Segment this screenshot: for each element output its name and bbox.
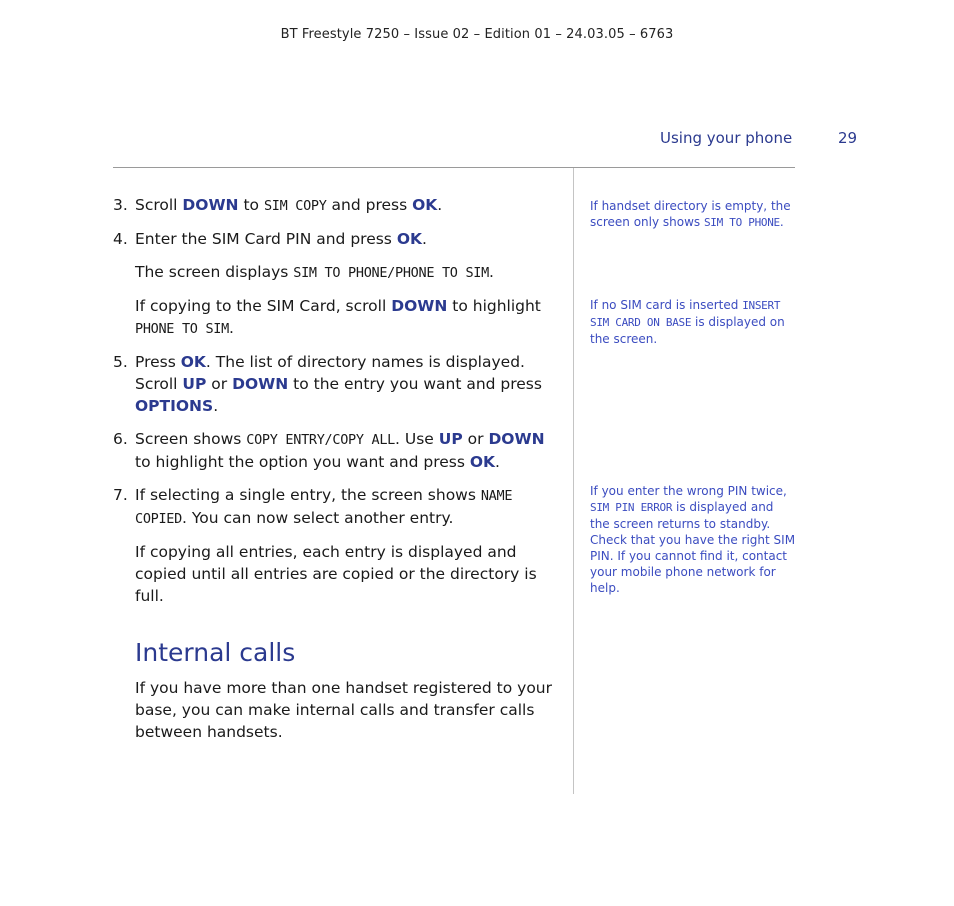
- screen-text: SIM PIN ERROR: [590, 501, 673, 514]
- document-info: BT Freestyle 7250 – Issue 02 – Edition 01 – 24.03.05 – 6763: [280, 27, 674, 42]
- step-text: .: [213, 397, 219, 415]
- step-4-sim-copy-detail: [113, 295, 563, 340]
- key-label: OK: [469, 453, 496, 471]
- step-text: .: [437, 196, 443, 214]
- step-4-detail: [113, 261, 563, 284]
- note-text: If you enter the wrong PIN twice,: [590, 484, 787, 498]
- header-divider: [113, 167, 795, 168]
- step-text: or: [462, 430, 489, 448]
- screen-text: NAME COPIED: [135, 488, 513, 527]
- key-label: UP: [182, 375, 207, 393]
- step-text: . You can now select another entry.: [181, 509, 454, 527]
- step-text: The screen displays: [135, 263, 294, 281]
- step-text: . Use: [395, 430, 439, 448]
- step-number: 4.: [113, 230, 128, 248]
- note-text: is displayed on the screen.: [590, 315, 785, 346]
- screen-text: COPY ENTRY/COPY ALL: [246, 432, 396, 448]
- screen-text: SIM COPY: [263, 198, 327, 214]
- key-label: DOWN: [391, 297, 448, 315]
- key-label: DOWN: [488, 430, 545, 448]
- step-number: 7.: [113, 486, 128, 504]
- key-label: OK: [412, 196, 438, 214]
- screen-text: INSERT SIM CARD ON BASE: [590, 299, 781, 329]
- main-column: [113, 194, 563, 754]
- note-empty-directory: [590, 198, 796, 231]
- step-3: [113, 194, 563, 217]
- key-label: OK: [180, 353, 206, 371]
- step-text: to the entry you want and press: [288, 375, 542, 393]
- step-text: If copying all entries, each entry is displayed and copied until all entries are copied or the directory is full.: [135, 543, 537, 605]
- step-text: Scroll: [135, 196, 183, 214]
- internal-calls-heading: Internal calls: [135, 638, 296, 667]
- note-text: If handset directory is empty, the screen only shows: [590, 199, 791, 229]
- note-text: If no SIM card is inserted: [590, 298, 743, 312]
- step-4: [113, 228, 563, 250]
- note-text: .: [779, 215, 784, 229]
- step-text: . The list of directory names is displayed. Scroll: [135, 353, 525, 393]
- step-7: [113, 484, 563, 530]
- step-6: [113, 428, 563, 473]
- step-text: If selecting a single entry, the screen shows: [135, 486, 481, 504]
- step-text: to: [238, 196, 264, 214]
- step-text: to highlight: [447, 297, 541, 315]
- key-label: OPTIONS: [135, 397, 214, 415]
- internal-calls-body: If you have more than one handset registered to your base, you can make internal calls and transfer calls between handsets.: [135, 679, 552, 741]
- step-5: [113, 351, 563, 417]
- step-text: and press: [326, 196, 413, 214]
- step-7-detail: [113, 541, 563, 607]
- section-title: Using your phone: [660, 129, 793, 147]
- key-label: UP: [438, 430, 463, 448]
- step-text: to highlight the option you want and press: [135, 453, 470, 471]
- step-number: 5.: [113, 353, 128, 371]
- screen-text: PHONE TO SIM: [135, 321, 229, 337]
- step-number: 6.: [113, 430, 128, 448]
- step-text: .: [488, 263, 494, 281]
- step-text: .: [228, 319, 234, 337]
- key-label: DOWN: [182, 196, 239, 214]
- step-text: .: [495, 453, 500, 471]
- step-number: 3.: [113, 196, 128, 214]
- step-text: .: [422, 230, 427, 248]
- step-text: If copying to the SIM Card, scroll: [135, 297, 392, 315]
- step-text: Press: [135, 353, 181, 371]
- key-label: DOWN: [232, 375, 289, 393]
- key-label: OK: [396, 230, 422, 248]
- column-divider: [573, 168, 574, 794]
- screen-text: SIM TO PHONE: [703, 216, 780, 229]
- step-text: Enter the SIM Card PIN and press: [135, 230, 397, 248]
- note-text: is displayed and the screen returns to standby. Check that you have the right SIM PIN. If you cannot find it, contact your mobile phone network for help.: [590, 500, 796, 595]
- note-no-sim-card: [590, 297, 796, 347]
- step-text: or: [206, 375, 233, 393]
- note-wrong-pin: [590, 483, 796, 596]
- step-text: Screen shows: [135, 430, 247, 448]
- screen-text: SIM TO PHONE/PHONE TO SIM: [293, 265, 489, 281]
- page-number: 29: [838, 129, 858, 147]
